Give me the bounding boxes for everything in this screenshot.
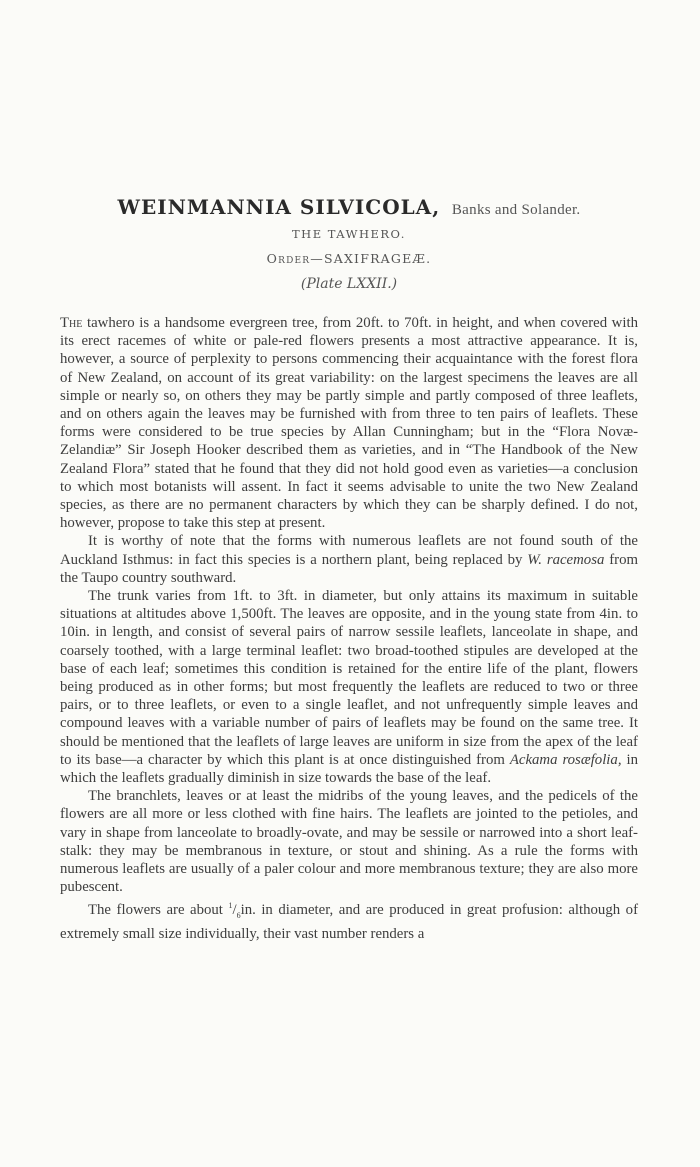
paragraph-3-text-b: in which the leaflets gradually diminish in size towards the base of the leaf.: [60, 751, 638, 787]
order-value: SAXIFRAGEÆ.: [323, 251, 432, 266]
paragraph-2: [60, 532, 638, 587]
paragraph-1: [60, 314, 638, 532]
plate-reference: (Plate LXXII.): [300, 276, 398, 292]
paragraph-1-lead: The: [60, 315, 83, 331]
document-page: [60, 195, 638, 943]
paragraph-4: The branchlets, leaves or at least the midribs of the young leaves, and the pedicels of the flowers are all more or less clothed with fine hairs. The leaflets are jointed to the petioles, and vary in shape from lanceolate to broadly-ovate, and may be sessile or narrowed into a short leaf-stalk: they may be membranous in texture, or stout and shining. As a rule the forms with numerous leaflets are usually of a paler colour and more membranous texture; they are also more pubescent.: [60, 788, 638, 896]
paragraph-3-text-a: The trunk varies from 1ft. to 3ft. in diameter, but only attains its maximum in suitable situations at altitudes above 1,500ft. The leaves are opposite, and in the young state from 4in. to 10in. in length, and consist of several pairs of narrow sessile leaflets, lanceolate in shape, and coarsely toothed, with a large terminal leaflet: two broad-toothed stipules are developed at the base of each leaf; sometimes this condition is retained for the entire life of the plant, flowers being produced as in other forms; but most frequently the leaflets are reduced to two or three pairs, or to three leaflets, or even to a single leaflet, and not unfrequently simple leaves and compound leaves with a variable number of pairs of leaflets may be found on the same tree. It should be mentioned that the leaflets of large leaves are uniform in size from the apex of the leaf to its base—a character by which this plant is at once distinguished from: [60, 588, 638, 768]
paragraph-5: The flowers are about $^1/_6in$. in diameter, and are produced in great profusion: although of extremely small size individually, their vast number renders a: [60, 900, 638, 942]
order-line: [60, 251, 638, 266]
order-dash: —: [310, 251, 324, 266]
paragraph-3: [60, 587, 638, 787]
paragraph-5-text-a: The flowers are about: [88, 901, 229, 918]
fraction-numerator: 1: [228, 900, 233, 910]
species-authority: Banks and Solander.: [451, 202, 581, 218]
common-name: THE TAWHERO.: [292, 227, 406, 241]
order-label: Order: [266, 251, 311, 266]
paragraph-3-species: Ackama rosæfolia,: [509, 751, 622, 768]
paragraph-2-species: W. racemosa: [527, 551, 605, 568]
paragraph-2-text-b: from the Taupo country southward.: [60, 551, 638, 586]
paragraph-1-text: tawhero is a handsome evergreen tree, from 20ft. to 70ft. in height, and when covered with its erect racemes of white or pale-red flowers presents a most attractive appearance. It is, however, a source of perplexity to persons commencing their acquaintance with the forest flora of New Zealand, on account of its great variability: on the largest specimens the leaves are all simple or nearly so, on others they may be partly simple and partly composed of three leaflets, and on others again the leaves may be furnished with from three to ten pairs of leaflets. These forms were considered to be true species by Allan Cunningham; but in the “Flora Novæ-Zelandiæ” Sir Joseph Hooker described them as varieties, and in “The Handbook of the New Zealand Flora” stated that he found that they did not hold good even as varieties—a conclusion to which most botanists will assent. In fact it seems advisable to unite the two New Zealand species, as there are no permanent characters by which they can be sharply defined. I do not, however, propose to take this step at present.: [60, 315, 638, 532]
fraction-denominator: 6: [236, 910, 241, 920]
species-title: [60, 195, 638, 219]
paragraph-2-text-a: It is worthy of note that the forms with numerous leaflets are not found south of the Auckland Isthmus: in fact this species is a northern plant, being replaced by: [60, 533, 638, 568]
paragraph-5-text-b: in. in diameter, and are produced in great profusion: although of extremely small size individually, their vast number renders a: [60, 901, 638, 942]
species-name: WEINMANNIA SILVICOLA,: [117, 195, 441, 219]
